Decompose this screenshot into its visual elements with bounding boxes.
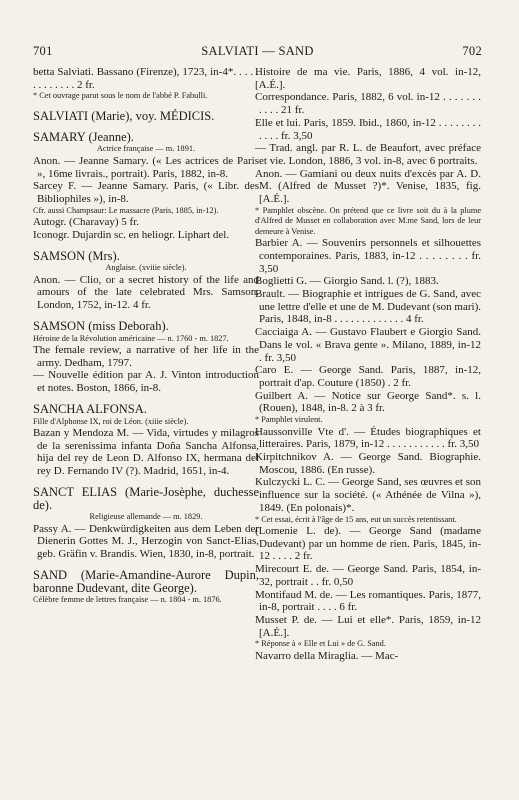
bibliography-entry: Guilbert A. — Notice sur George Sand*. s. l. (Rouen), 1848, in-8. 2 à 3 fr. bbox=[255, 389, 481, 415]
bibliography-entry: Iconogr. Dujardin sc. en heliogr. Liphart del. bbox=[33, 228, 230, 241]
entry-note: Cfr. aussi Champsaur: Le massacre (Paris, 1885, in-12). bbox=[33, 205, 219, 215]
entry-note: * Réponse à « Elle et Lui » de G. Sand. bbox=[255, 639, 386, 649]
bibliography-entry: Passy A. — Denkwürdigkeiten aus dem Leben der Dienerin Gottes M. J., Herzogin von Sanct-Elias, geb. Gräfin v. Brandis. Wien, 1830, in-8, portrait. bbox=[33, 522, 259, 561]
bibliography-entry: Anon. — Jeanne Samary. (« Les actrices de Paris », 16me livrais., portrait). Paris, 1882, in-8. bbox=[33, 154, 259, 180]
entry-note: * Pamphlet virulent. bbox=[255, 415, 323, 425]
bibliography-entry: Bazan y Mendoza M. — Vida, virtudes y milagros de la serenissima infanta Doña Sancha Alfonsa, hija del rey de Leon D. Alfonso IX, hermana del rey D. Fernando IV (?). Madrid, 1651, in-4. bbox=[33, 427, 259, 478]
entry-heading: SANCHA ALFONSA. bbox=[33, 401, 147, 416]
right-column bbox=[255, 66, 481, 663]
running-title: SALVIATI — SAND bbox=[201, 44, 314, 58]
entry-heading: SANCT ELIAS (Marie-Josèphe, duchesse de). bbox=[33, 484, 259, 512]
left-column bbox=[33, 66, 259, 606]
bibliography-entry: Sarcey F. — Jeanne Samary. Paris, (« Libr. des Bibliophiles »), in-8. bbox=[33, 180, 259, 205]
bibliography-entry: Navarro della Miraglia. — Mac- bbox=[255, 649, 399, 662]
bibliography-entry: — Nouvelle édition par A. J. Vinton introduction et notes. Boston, 1866, in-8. bbox=[33, 369, 259, 395]
bibliography-entry: Histoire de ma vie. Paris, 1886, 4 vol. in-12, [A.É.]. bbox=[255, 66, 481, 91]
entry-note: Actrice française — m. 1891. bbox=[96, 144, 196, 154]
bibliography-entry: Kirpitchnikov A. — George Sand. Biographie. Moscou, 1886. (En russe). bbox=[255, 450, 481, 476]
entry-note: * Cet ouvrage parut sous le nom de l'abbé P. Fabulli. bbox=[33, 91, 208, 101]
bibliography-entry: Caro E. — George Sand. Paris, 1887, in-12, portrait d'ap. Couture (1850) . 2 fr. bbox=[255, 364, 481, 389]
bibliography-entry: Montifaud M. de. — Les romantiques. Paris, 1877, in-8, portrait . . . . 6 fr. bbox=[255, 588, 481, 614]
entry-note: Célèbre femme de lettres française — n. 1804 - m. 1876. bbox=[33, 595, 222, 605]
bibliography-entry: Cacciaiga A. — Gustavo Flaubert e Giorgio Sand. Dans le vol. « Brava gente ». Milano, 1889, in-12 . fr. 3,50 bbox=[255, 326, 481, 364]
bibliography-entry: Elle et lui. Paris, 1859. Ibid., 1860, in-12 . . . . . . . . . . . . fr. 3,50 bbox=[255, 116, 481, 142]
entry-heading: SAMSON (miss Deborah). bbox=[33, 318, 169, 333]
bibliography-entry: Haussonville Vte d'. — Études biographiques et litteraires. Paris, 1879, in-12 . . . . . . . . . . . fr. 3,50 bbox=[255, 425, 481, 451]
page-number-right: 702 bbox=[462, 44, 482, 58]
bibliography-entry: Autogr. (Charavay) 5 fr. bbox=[33, 216, 139, 229]
entry-heading: SAMSON (Mrs). bbox=[33, 248, 120, 263]
bibliography-entry: Musset P. de. — Lui et elle*. Paris, 1859, in-12 [A.É.]. bbox=[255, 613, 481, 639]
entry-heading: SALVIATI (Marie), voy. MÉDICIS. bbox=[33, 108, 215, 123]
bibliography-entry: (Lomenie L. de). — George Sand (madame Dudevant) par un homme de rien. Paris, 1845, in-12 . . . . 2 fr. bbox=[255, 525, 481, 563]
entry-note: Héroine de la Révolution américaine — n. 1760 - m. 1827. bbox=[33, 333, 229, 343]
bibliography-entry: Brault. — Biographie et intrigues de G. Sand, avec une lettre d'elle et une de M. Dudevant (son mari). Paris, 1848, in-8 . . . . . . . . . . . . . 4 fr. bbox=[255, 288, 481, 326]
bibliography-entry: Anon. — Clio, or a secret history of the life and amours of the late celebrated Mrs. Samson. London, 1752, in-12. 4 fr. bbox=[33, 273, 259, 312]
page-number-left: 701 bbox=[33, 44, 53, 58]
entry-heading: SAMARY (Jeanne). bbox=[33, 129, 134, 144]
entry-note: Anglaise. (xviiie siècle). bbox=[105, 263, 187, 273]
entry-note: Religieuse allemande — m. 1829. bbox=[89, 512, 203, 522]
entry-note: Fille d'Alphonse IX, roi de Léon. (xiiie siècle). bbox=[33, 416, 189, 426]
entry-heading: SAND (Marie-Amandine-Aurore Dupin, baronne Dudevant, dite George). bbox=[33, 567, 259, 595]
page-header bbox=[33, 44, 482, 62]
bibliography-entry: betta Salviati. Bassano (Firenze), 1723, in-4*. . . . . . . . . . . . . 2 fr. bbox=[33, 66, 259, 91]
entry-note: * Pamphlet obscène. On prétend que ce livre soit du à la plume d'Alfred de Musset en collaboration avec M.me Sand, lors de leur demeure à Venise. bbox=[255, 205, 481, 236]
bibliography-entry: — Trad. angl. par R. L. de Beaufort, avec préface et vie. London, 1886, 3 vol. in-8, avec 6 portraits. bbox=[255, 142, 481, 167]
bibliography-entry: Kulczycki L. C. — George Sand, ses œuvres et son influence sur la société. (« Athénée de Vilna »), 1849. (En polonais)*. bbox=[255, 476, 481, 514]
bibliography-entry: Mirecourt E. de. — George Sand. Paris, 1854, in-32, portrait . . fr. 0,50 bbox=[255, 563, 481, 588]
bibliography-entry: Boglietti G. — Giorgio Sand. l. (?), 1883. bbox=[255, 275, 439, 288]
entry-note: * Cet essai, écrit à l'âge de 15 ans, eut un succès retentissant. bbox=[255, 514, 457, 524]
bibliography-entry: Barbier A. — Souvenirs personnels et silhouettes contemporaines. Paris, 1883, in-12 . . . . . . . . fr. 3,50 bbox=[255, 237, 481, 275]
bibliography-entry: Anon. — Gamiani ou deux nuits d'excès par A. D. M. (Alfred de Musset ?)*. Venise, 1835, fig. [A.É.]. bbox=[255, 167, 481, 206]
bibliography-entry: The female review, a narrative of her life in the army. Dedham, 1797. bbox=[33, 344, 259, 369]
bibliography-entry: Correspondance. Paris, 1882, 6 vol. in-12 . . . . . . . . . . . 21 fr. bbox=[255, 91, 481, 117]
